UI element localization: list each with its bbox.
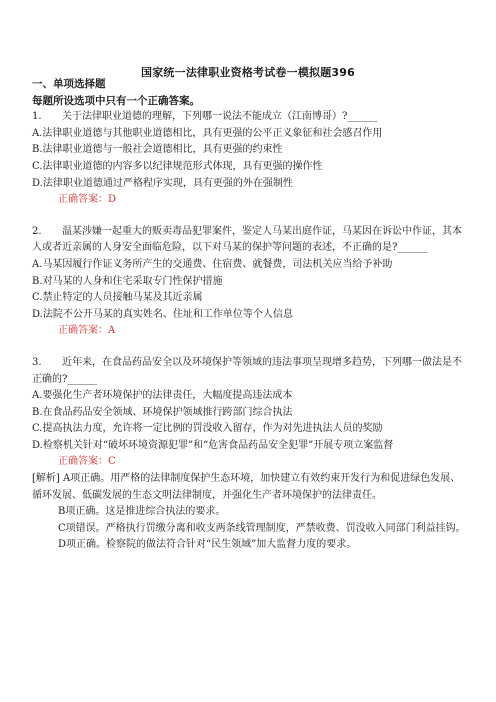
analysis-paragraph: C项错误。严格执行罚缴分离和收支两条线管理制度，严禁收费、罚没收入同部门利益挂钩。 (58, 522, 466, 534)
section-title: 一、单项选择题 (32, 78, 106, 90)
option-a: A.马某因履行作证义务所产生的交通费、住宿费、就餐费，司法机关应当给予补助 (32, 258, 393, 270)
option-d: D.法律职业道德通过严格程序实现，具有更强的外在强制性 (32, 177, 293, 189)
option-b: B.法律职业道德与一般社会道德相比，具有更强的约束性 (32, 144, 283, 156)
option-b: B.对马某的人身和住宅采取专门性保护措施 (32, 275, 223, 287)
document-title: 国家统一法律职业资格考试卷一模拟题396 (141, 66, 355, 79)
correct-answer: 正确答案：D (58, 194, 117, 206)
analysis-paragraph: B项正确。这是推进综合执法的要求。 (58, 506, 226, 518)
question-2 (32, 224, 470, 340)
question-number: 1. (32, 111, 42, 123)
question-1 (32, 109, 470, 209)
option-c: C.提高执法力度，允许将一定比例的罚没收入留存，作为对先进执法人员的奖励 (32, 423, 383, 435)
question-3 (32, 355, 470, 554)
question-stem (32, 109, 470, 126)
analysis-paragraph: [解析] A项正确。用严格的法律制度保护生态环境，加快建立有效约束开发行为和促进绿色发展、循环发展、低碳发展的生态文明法律制度，并强化生产者环境保护的法律责任。 (32, 473, 461, 501)
option-a: A.法律职业道德与其他职业道德相比，具有更强的公平正义象征和社会感召作用 (32, 127, 383, 139)
question-stem (32, 224, 470, 257)
analysis-paragraph: D项正确。检察院的做法符合针对“民生领域”加大监督力度的要求。 (58, 539, 357, 551)
option-c: C.法律职业道德的内容多以纪律规范形式体现，具有更强的操作性 (32, 160, 323, 172)
question-number: 2. (32, 225, 42, 237)
correct-answer: 正确答案：A (58, 325, 116, 337)
question-text: 关于法律职业道德的理解，下列哪一说法不能成立（江南博哥）?______ (62, 111, 378, 123)
option-b: B.在食品药品安全领域、环境保护领域推行跨部门综合执法 (32, 406, 293, 418)
correct-answer: 正确答案：C (58, 456, 116, 468)
option-a: A.要强化生产者环境保护的法律责任，大幅度提高违法成本 (32, 390, 293, 402)
question-number: 3. (32, 356, 42, 368)
option-d: D.法院不公开马某的真实姓名、住址和工作单位等个人信息 (32, 308, 293, 320)
question-stem (32, 355, 470, 388)
question-text: 温某涉嫌一起重大的贩卖毒品犯罪案件，鉴定人马某出庭作证，马某因在诉讼中作证，其本人或者近亲属的人身安全面临危险，以下对马某的保护等问题的表述，不正确的是?______ (32, 225, 462, 254)
option-d: D.检察机关针对“破坏环境资源犯罪”和“危害食品药品安全犯罪”开展专项立案监督 (32, 439, 394, 451)
option-c: C.禁止特定的人员接触马某及其近亲属 (32, 292, 203, 304)
document-body (32, 76, 470, 554)
section-instructions: 每题所设选项中只有一个正确答案。 (32, 94, 200, 107)
question-text: 近年来，在食品药品安全以及环境保护等领域的违法事项呈现增多趋势，下列哪一做法是不正确的?______ (32, 356, 462, 385)
